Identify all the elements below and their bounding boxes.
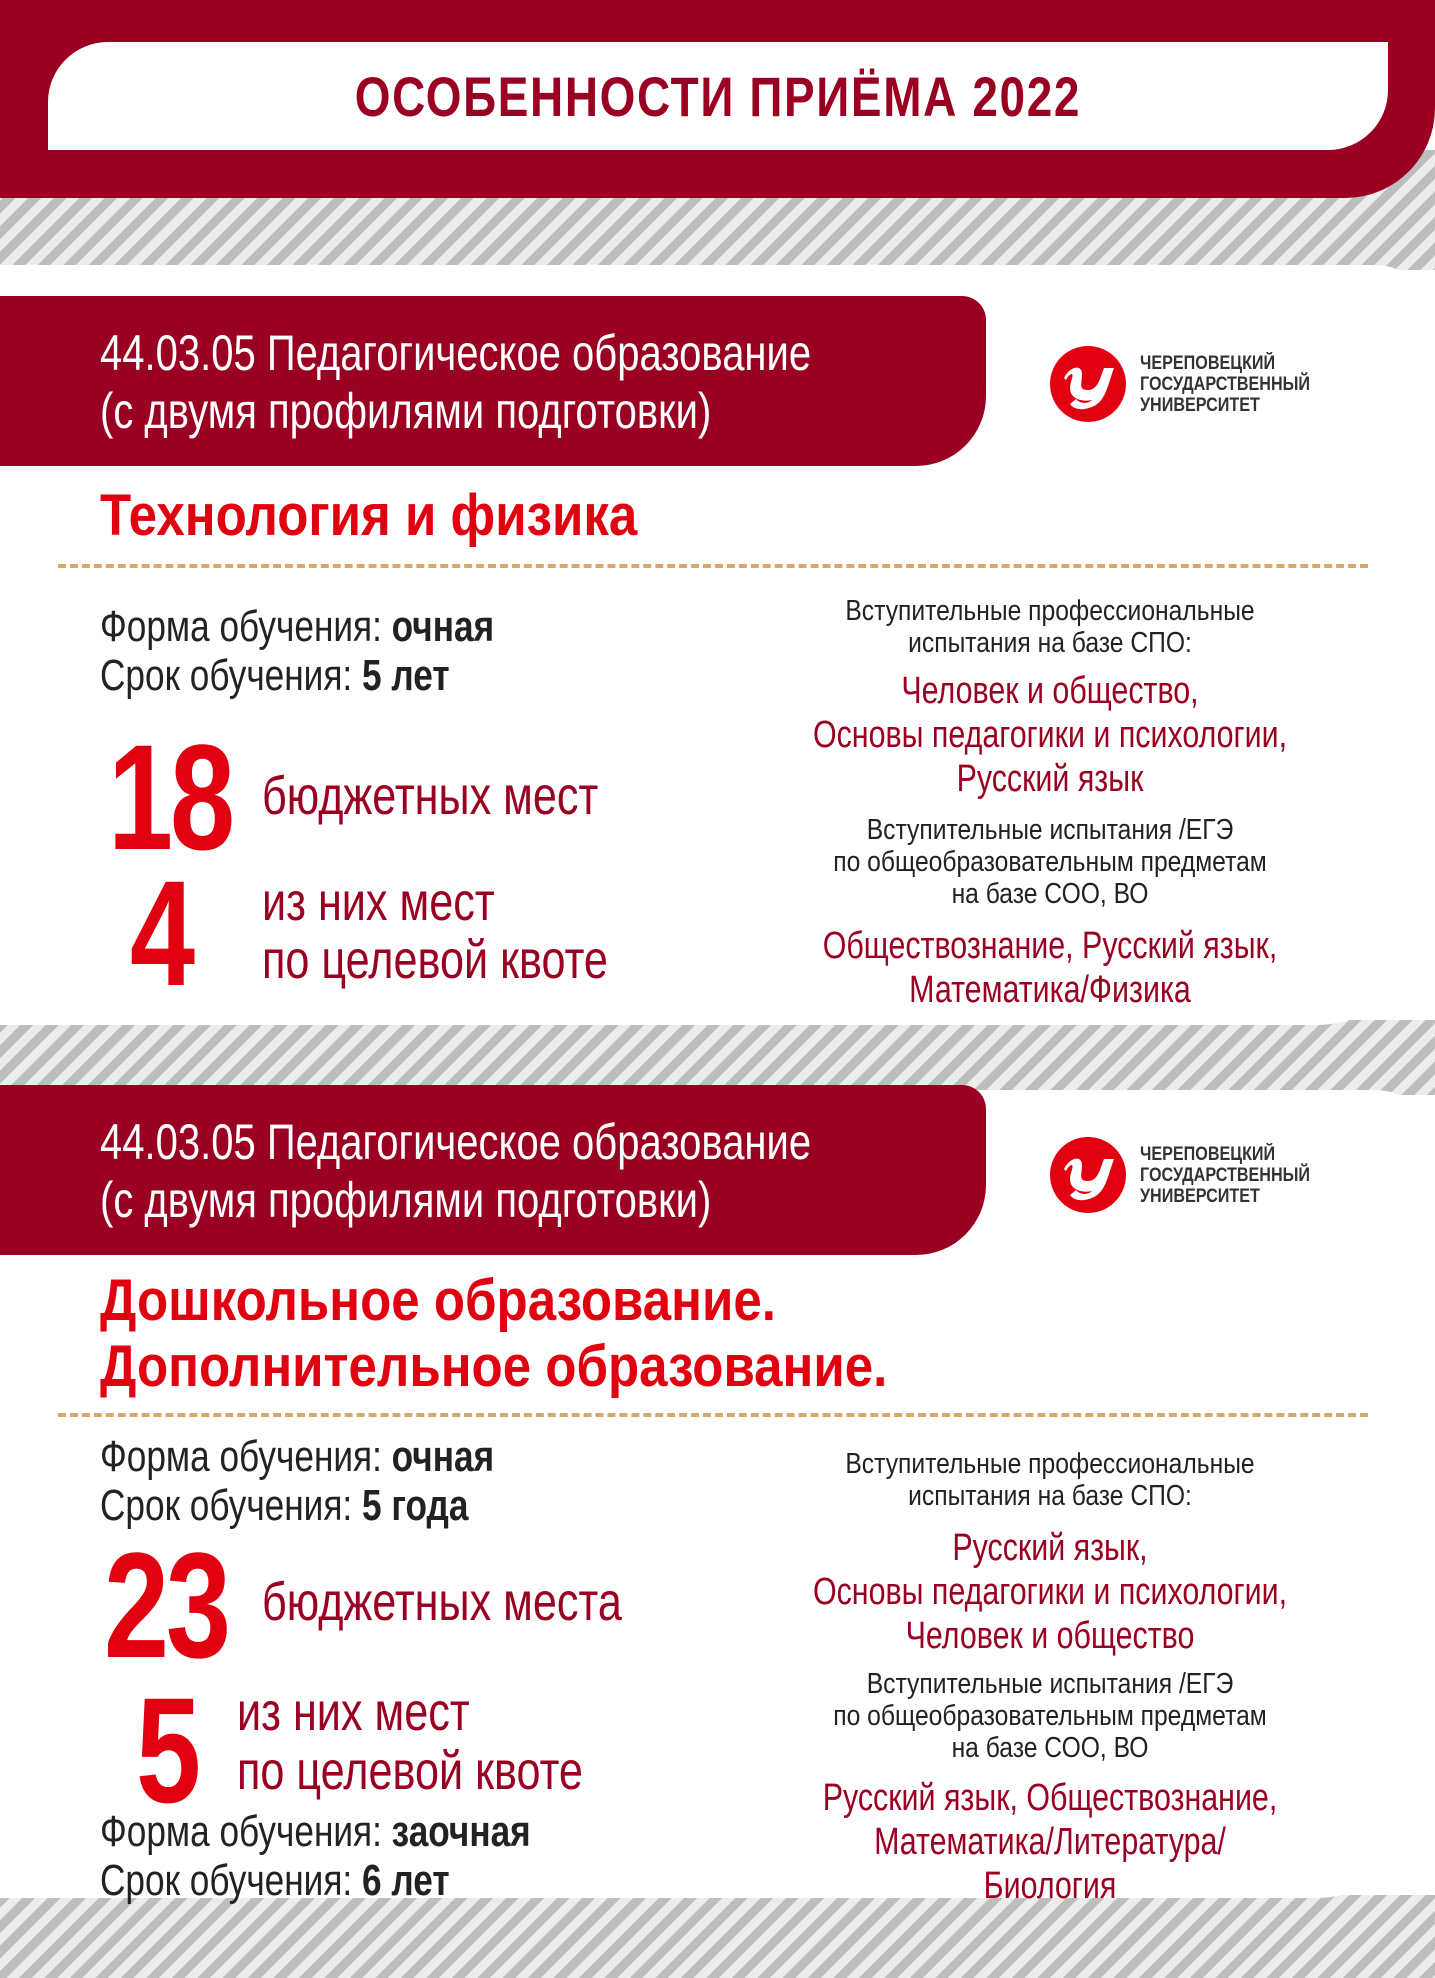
- program-code-2: 44.03.05 Педагогическое образование: [100, 1114, 812, 1170]
- university-name-line3: УНИВЕРСИТЕТ: [1140, 1185, 1260, 1207]
- study-term-2-extramural: [100, 1857, 450, 1905]
- university-name-line2: ГОСУДАРСТВЕННЫЙ: [1140, 1164, 1311, 1186]
- profile-title-1: [100, 483, 637, 549]
- university-logo-2: [1048, 1135, 1348, 1215]
- exam-spo-head-line2: испытания на базе СПО:: [908, 1480, 1192, 1512]
- divider-1: [58, 564, 1368, 568]
- study-term-label: Срок обучения:: [100, 1856, 362, 1905]
- study-form-2-extramural: [100, 1808, 531, 1856]
- university-logo-icon: [1048, 1135, 1128, 1215]
- budget-count-2: 23: [104, 1521, 228, 1689]
- program-banner-1: [0, 296, 986, 466]
- exam-spo-1: [720, 595, 1380, 801]
- budget-count-1: 18: [108, 713, 232, 881]
- exam-ege-1: [720, 814, 1380, 1012]
- exam-spo-subject: Основы педагогики и психологии,: [812, 1571, 1288, 1613]
- university-logo-icon: [1048, 344, 1128, 424]
- study-form-2: [100, 1433, 494, 1481]
- exam-ege-head-line3: на базе СОО, ВО: [951, 1732, 1149, 1764]
- exam-ege-subject: Обществознание, Русский язык,: [822, 925, 1278, 967]
- study-term-label: Срок обучения:: [100, 1481, 362, 1530]
- university-name-line1: ЧЕРЕПОВЕЦКИЙ: [1140, 352, 1276, 374]
- study-form-value: заочная: [391, 1807, 531, 1856]
- exam-ege-subject: Русский язык, Обществознание,: [822, 1777, 1278, 1819]
- university-name-line1: ЧЕРЕПОВЕЦКИЙ: [1140, 1143, 1276, 1165]
- quota-label-2-line1: из них мест: [237, 1682, 470, 1742]
- program-code-1: 44.03.05 Педагогическое образование: [100, 325, 812, 381]
- quota-count-2: 5: [136, 1666, 198, 1834]
- exam-spo-2: [720, 1448, 1380, 1658]
- study-form-label: Форма обучения:: [100, 602, 392, 651]
- budget-label-1: бюджетных мест: [262, 766, 599, 826]
- exam-spo-head-line2: испытания на базе СПО:: [908, 627, 1192, 659]
- university-name: [1140, 353, 1310, 416]
- study-term-value: 5 лет: [361, 651, 450, 700]
- university-logo-1: [1048, 344, 1348, 424]
- program-profiles-note-1: (с двумя профилями подготовки): [100, 383, 712, 439]
- study-term-1: [100, 652, 450, 700]
- profile-title-2-line1: Дошкольное образование.: [100, 1268, 776, 1333]
- profile-title-1-line1: Технология и физика: [100, 483, 638, 548]
- exam-ege-head-line2: по общеобразовательным предметам: [833, 846, 1267, 878]
- profile-title-2: [100, 1268, 887, 1400]
- exam-spo-subject: Человек и общество: [905, 1615, 1195, 1657]
- university-name-line2: ГОСУДАРСТВЕННЫЙ: [1140, 373, 1311, 395]
- exam-ege-subject: Математика/Литература/: [874, 1821, 1226, 1863]
- exam-ege-subject: Математика/Физика: [909, 969, 1191, 1011]
- exam-ege-head-line2: по общеобразовательным предметам: [833, 1700, 1267, 1732]
- exam-spo-head-line1: Вступительные профессиональные: [845, 1448, 1255, 1480]
- exam-ege-subject: Биология: [983, 1865, 1117, 1907]
- study-form-value: очная: [391, 602, 495, 651]
- university-name-line3: УНИВЕРСИТЕТ: [1140, 394, 1260, 416]
- study-term-value: 5 года: [361, 1481, 469, 1530]
- page-title: ОСОБЕННОСТИ ПРИЁМА 2022: [354, 64, 1082, 128]
- study-form-label: Форма обучения:: [100, 1807, 392, 1856]
- divider-2: [58, 1413, 1368, 1417]
- study-form-value: очная: [391, 1432, 495, 1481]
- quota-label-1-line1: из них мест: [262, 872, 495, 932]
- header-banner: [0, 0, 1435, 198]
- profile-title-2-line2: Дополнительное образование.: [100, 1334, 888, 1399]
- university-name: [1140, 1144, 1310, 1207]
- exam-ege-head-line1: Вступительные испытания /ЕГЭ: [866, 1668, 1234, 1700]
- study-term-value: 6 лет: [361, 1856, 450, 1905]
- quota-count-1: 4: [130, 849, 192, 1017]
- exam-spo-head-line1: Вступительные профессиональные: [845, 595, 1255, 627]
- exam-spo-subject: Русский язык,: [952, 1527, 1148, 1569]
- exam-spo-subject: Русский язык: [956, 758, 1144, 800]
- title-pill: [48, 42, 1388, 150]
- budget-label-2: бюджетных места: [262, 1572, 622, 1632]
- study-form-label: Форма обучения:: [100, 1432, 392, 1481]
- exam-spo-subject: Основы педагогики и психологии,: [812, 714, 1288, 756]
- program-banner-2: [0, 1085, 986, 1255]
- quota-label-1-line2: по целевой квоте: [262, 930, 608, 990]
- exam-ege-head-line1: Вступительные испытания /ЕГЭ: [866, 814, 1234, 846]
- quota-label-2-line2: по целевой квоте: [237, 1741, 583, 1801]
- exam-ege-2: [720, 1668, 1380, 1908]
- study-term-label: Срок обучения:: [100, 651, 362, 700]
- program-profiles-note-2: (с двумя профилями подготовки): [100, 1172, 712, 1228]
- exam-ege-head-line3: на базе СОО, ВО: [951, 878, 1149, 910]
- stripe-band-middle: [0, 1020, 1435, 1095]
- study-form-1: [100, 603, 494, 651]
- exam-spo-subject: Человек и общество,: [901, 670, 1199, 712]
